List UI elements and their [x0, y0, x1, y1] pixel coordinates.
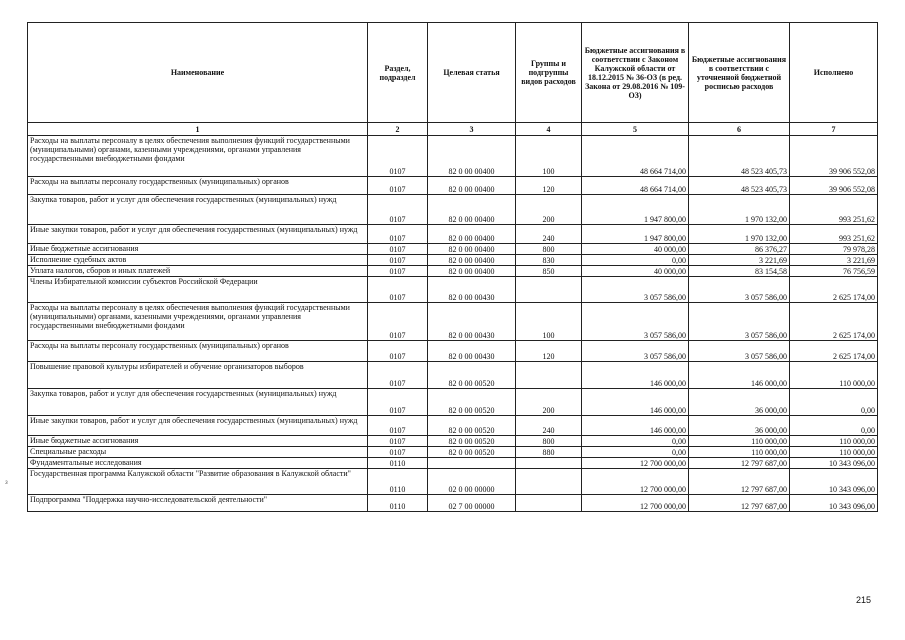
header-target: Целевая статья — [428, 23, 516, 123]
row-name: Расходы на выплаты персоналу в целях обеспечения выполнения функций государственными (муниципальными) органами, казенными учреждениями, органами управления государственными внебюджетными фондами — [28, 303, 368, 341]
row-executed: 79 978,28 — [790, 244, 878, 255]
row-revised: 1 970 132,00 — [689, 195, 790, 225]
row-executed: 0,00 — [790, 416, 878, 436]
row-name: Закупка товаров, работ и услуг для обеспечения государственных (муниципальных) нужд — [28, 389, 368, 416]
row-group: 800 — [516, 436, 582, 447]
row-name: Исполнение судебных актов — [28, 255, 368, 266]
row-section: 0110 — [368, 469, 428, 495]
table-row — [28, 436, 878, 447]
row-target: 82 0 00 00400 — [428, 177, 516, 195]
row-target: 82 0 00 00430 — [428, 277, 516, 303]
row-group: 120 — [516, 341, 582, 362]
row-group — [516, 362, 582, 389]
row-target: 82 0 00 00520 — [428, 447, 516, 458]
row-section: 0107 — [368, 362, 428, 389]
row-approved: 12 700 000,00 — [582, 469, 689, 495]
row-revised: 3 057 586,00 — [689, 303, 790, 341]
row-section: 0107 — [368, 255, 428, 266]
row-revised: 36 000,00 — [689, 416, 790, 436]
row-target: 02 0 00 00000 — [428, 469, 516, 495]
row-executed: 76 756,59 — [790, 266, 878, 277]
column-number: 2 — [368, 123, 428, 136]
row-target: 82 0 00 00520 — [428, 436, 516, 447]
row-group: 800 — [516, 244, 582, 255]
row-target: 82 0 00 00400 — [428, 136, 516, 177]
row-name: Расходы на выплаты персоналу государственных (муниципальных) органов — [28, 341, 368, 362]
row-group: 240 — [516, 225, 582, 244]
scan-margin-mark: з — [5, 480, 8, 486]
table-row — [28, 447, 878, 458]
row-group: 200 — [516, 195, 582, 225]
row-target: 82 0 00 00400 — [428, 195, 516, 225]
table-row — [28, 458, 878, 469]
row-name: Фундаментальные исследования — [28, 458, 368, 469]
row-revised: 12 797 687,00 — [689, 458, 790, 469]
row-executed: 39 906 552,08 — [790, 136, 878, 177]
row-approved: 12 700 000,00 — [582, 495, 689, 512]
row-name: Расходы на выплаты персоналу государственных (муниципальных) органов — [28, 177, 368, 195]
row-approved: 40 000,00 — [582, 244, 689, 255]
row-revised: 3 057 586,00 — [689, 341, 790, 362]
table-row — [28, 341, 878, 362]
row-group — [516, 458, 582, 469]
row-revised: 48 523 405,73 — [689, 136, 790, 177]
row-executed: 0,00 — [790, 389, 878, 416]
row-approved: 48 664 714,00 — [582, 177, 689, 195]
row-group: 830 — [516, 255, 582, 266]
row-revised: 86 376,27 — [689, 244, 790, 255]
row-group: 240 — [516, 416, 582, 436]
row-revised: 110 000,00 — [689, 436, 790, 447]
page-number: 215 — [855, 595, 871, 605]
row-revised: 1 970 132,00 — [689, 225, 790, 244]
row-approved: 48 664 714,00 — [582, 136, 689, 177]
row-section: 0107 — [368, 341, 428, 362]
row-target: 82 0 00 00520 — [428, 416, 516, 436]
row-name: Иные бюджетные ассигнования — [28, 436, 368, 447]
row-target: 82 0 00 00400 — [428, 266, 516, 277]
table-row — [28, 389, 878, 416]
row-group — [516, 469, 582, 495]
row-approved: 0,00 — [582, 436, 689, 447]
row-revised: 3 057 586,00 — [689, 277, 790, 303]
row-approved: 1 947 800,00 — [582, 225, 689, 244]
row-name: Иные закупки товаров, работ и услуг для обеспечения государственных (муниципальных) нужд — [28, 225, 368, 244]
table-row — [28, 362, 878, 389]
row-executed: 10 343 096,00 — [790, 458, 878, 469]
header-revised: Бюджетные ассигнования в соответствии с уточненной бюджетной росписью расходов — [689, 23, 790, 123]
row-target: 02 7 00 00000 — [428, 495, 516, 512]
row-group — [516, 495, 582, 512]
row-name: Члены Избирательной комиссии субъектов Российской Федерации — [28, 277, 368, 303]
row-section: 0107 — [368, 225, 428, 244]
column-number: 4 — [516, 123, 582, 136]
row-group: 120 — [516, 177, 582, 195]
row-name: Повышение правовой культуры избирателей и обучение организаторов выборов — [28, 362, 368, 389]
table-row — [28, 244, 878, 255]
row-executed: 110 000,00 — [790, 362, 878, 389]
row-revised: 12 797 687,00 — [689, 495, 790, 512]
row-revised: 3 221,69 — [689, 255, 790, 266]
table-row — [28, 266, 878, 277]
row-revised: 36 000,00 — [689, 389, 790, 416]
row-executed: 2 625 174,00 — [790, 277, 878, 303]
table-row — [28, 416, 878, 436]
row-executed: 993 251,62 — [790, 195, 878, 225]
row-section: 0110 — [368, 458, 428, 469]
row-target — [428, 458, 516, 469]
header-name: Наименование — [28, 23, 368, 123]
row-approved: 3 057 586,00 — [582, 341, 689, 362]
column-number: 1 — [28, 123, 368, 136]
header-row — [28, 23, 878, 123]
row-target: 82 0 00 00400 — [428, 225, 516, 244]
row-approved: 146 000,00 — [582, 389, 689, 416]
row-target: 82 0 00 00400 — [428, 244, 516, 255]
row-name: Уплата налогов, сборов и иных платежей — [28, 266, 368, 277]
row-section: 0110 — [368, 495, 428, 512]
column-number: 6 — [689, 123, 790, 136]
row-approved: 146 000,00 — [582, 416, 689, 436]
column-number: 5 — [582, 123, 689, 136]
row-section: 0107 — [368, 416, 428, 436]
row-executed: 110 000,00 — [790, 447, 878, 458]
header-groups: Группы и подгруппы видов расходов — [516, 23, 582, 123]
row-target: 82 0 00 00520 — [428, 389, 516, 416]
table-row — [28, 225, 878, 244]
row-target: 82 0 00 00430 — [428, 303, 516, 341]
row-executed: 39 906 552,08 — [790, 177, 878, 195]
row-approved: 12 700 000,00 — [582, 458, 689, 469]
row-name: Государственная программа Калужской области "Развитие образования в Калужской области" — [28, 469, 368, 495]
table-row — [28, 303, 878, 341]
table-row — [28, 277, 878, 303]
row-name: Расходы на выплаты персоналу в целях обеспечения выполнения функций государственными (муниципальными) органами, казенными учреждениями, органами управления государственными внебюджетными фондами — [28, 136, 368, 177]
row-approved: 146 000,00 — [582, 362, 689, 389]
row-approved: 0,00 — [582, 255, 689, 266]
row-approved: 40 000,00 — [582, 266, 689, 277]
row-executed: 3 221,69 — [790, 255, 878, 266]
row-revised: 110 000,00 — [689, 447, 790, 458]
row-section: 0107 — [368, 266, 428, 277]
table-row — [28, 136, 878, 177]
row-section: 0107 — [368, 244, 428, 255]
table-row — [28, 255, 878, 266]
row-target: 82 0 00 00520 — [428, 362, 516, 389]
column-number: 7 — [790, 123, 878, 136]
row-revised: 48 523 405,73 — [689, 177, 790, 195]
row-group: 850 — [516, 266, 582, 277]
row-executed: 993 251,62 — [790, 225, 878, 244]
row-group — [516, 277, 582, 303]
row-target: 82 0 00 00430 — [428, 341, 516, 362]
row-section: 0107 — [368, 303, 428, 341]
column-number: 3 — [428, 123, 516, 136]
row-section: 0107 — [368, 436, 428, 447]
row-target: 82 0 00 00400 — [428, 255, 516, 266]
row-name: Иные бюджетные ассигнования — [28, 244, 368, 255]
row-group: 880 — [516, 447, 582, 458]
row-group: 100 — [516, 136, 582, 177]
row-revised: 12 797 687,00 — [689, 469, 790, 495]
row-name: Подпрограмма "Поддержка научно-исследовательской деятельности" — [28, 495, 368, 512]
row-group: 200 — [516, 389, 582, 416]
row-group: 100 — [516, 303, 582, 341]
column-number-row — [28, 123, 878, 136]
row-approved: 0,00 — [582, 447, 689, 458]
row-name: Закупка товаров, работ и услуг для обеспечения государственных (муниципальных) нужд — [28, 195, 368, 225]
row-section: 0107 — [368, 195, 428, 225]
row-section: 0107 — [368, 389, 428, 416]
row-executed: 2 625 174,00 — [790, 341, 878, 362]
header-section: Раздел, подраздел — [368, 23, 428, 123]
row-executed: 2 625 174,00 — [790, 303, 878, 341]
header-executed: Исполнено — [790, 23, 878, 123]
header-approved: Бюджетные ассигнования в соответствии с Законом Калужской области от 18.12.2015 № 36-ОЗ (в ред. Закона от 29.08.2016 № 109-ОЗ) — [582, 23, 689, 123]
table-row — [28, 495, 878, 512]
row-executed: 10 343 096,00 — [790, 469, 878, 495]
row-executed: 10 343 096,00 — [790, 495, 878, 512]
row-section: 0107 — [368, 177, 428, 195]
row-name: Иные закупки товаров, работ и услуг для обеспечения государственных (муниципальных) нужд — [28, 416, 368, 436]
row-revised: 146 000,00 — [689, 362, 790, 389]
table-row — [28, 177, 878, 195]
row-section: 0107 — [368, 447, 428, 458]
table-row — [28, 195, 878, 225]
row-approved: 3 057 586,00 — [582, 303, 689, 341]
row-name: Специальные расходы — [28, 447, 368, 458]
row-section: 0107 — [368, 277, 428, 303]
row-approved: 1 947 800,00 — [582, 195, 689, 225]
row-approved: 3 057 586,00 — [582, 277, 689, 303]
row-revised: 83 154,58 — [689, 266, 790, 277]
budget-table — [27, 22, 878, 512]
row-executed: 110 000,00 — [790, 436, 878, 447]
row-section: 0107 — [368, 136, 428, 177]
table-row — [28, 469, 878, 495]
